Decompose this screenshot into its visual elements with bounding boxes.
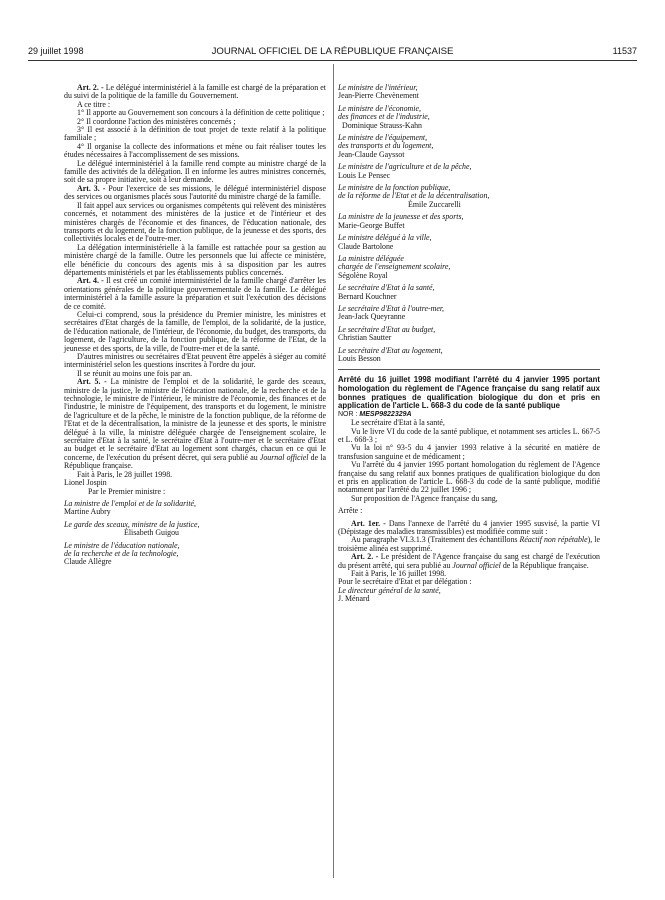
article-3-paragraph: Il fait appel aux services ou organismes compétents qui relèvent des ministères concernés, et notamment des ministères de la justice et de l'intérieur et des ministères chargés de l'économie et des finances, de l'éducation nationale, des transports et du logement, de la fonction publique, de la jeunesse et des sports, des collectivités locales et de l'outre-mer.	[64, 200, 326, 244]
signature-title: Le garde des sceaux, ministre de la justice,	[64, 519, 200, 529]
signature-title: Le ministre de l'économie,	[338, 103, 421, 113]
signature-name: Claude Bartolone	[338, 241, 394, 251]
article-2-item: 4° Il organise la collecte des informations et mène ou fait réaliser toutes les études nécessaires à l'accomplissement de ses missions.	[64, 141, 326, 160]
signature-name: Louis Besson	[338, 353, 381, 363]
signature-name: Lionel Jospin	[64, 478, 107, 488]
signature-name: Élisabeth Guigou	[124, 528, 180, 538]
article-2: Art. 2. - Le délégué interministériel à la famille est chargé de la préparation et du suivi de la politique de la famille du Gouvernement.	[64, 83, 326, 101]
header-date: 29 juillet 1998	[28, 46, 84, 56]
article-4-paragraph: Celui-ci comprend, sous la présidence du Premier ministre, les ministres et secrétaires d'Etat chargés de la famille, de l'emploi, de la solidarité, de la justice, de l'éducation nationale, de l'intérieur, de l'économie, du budget, des transports, du logement, de l'agriculture, de la fonction publique, de la réforme de l'Etat, de la jeunesse et des sports, de la ville, de l'outre-mer et de la santé.	[64, 309, 326, 353]
article-4-paragraph: Il se réunit au moins une fois par an.	[77, 368, 193, 378]
signature-name: Martine Aubry	[64, 507, 111, 517]
signature-name: Jean-Claude Gayssot	[338, 149, 405, 159]
signature-intro: Par le Premier ministre :	[88, 486, 166, 496]
signature-title: chargée de l'enseignement scolaire,	[338, 262, 451, 272]
signature-title: Le directeur général de la santé,	[338, 585, 441, 595]
signature-title: Le ministre de l'équipement,	[338, 133, 428, 143]
right-column	[338, 84, 600, 604]
visa: Le secrétaire d'Etat à la santé,	[351, 418, 445, 428]
article-2-item: 3° Il est associé à la définition de tout projet de texte relatif à la politique familiale ;	[64, 125, 326, 143]
signature-title: de la réforme de l'Etat et de la décentralisation,	[338, 191, 490, 201]
visa: Vu le livre VI du code de la santé publique, et notamment ses articles L. 667-5 et L. 668-3 ;	[338, 426, 600, 444]
delegation-line: Pour le secrétaire d'Etat et par délégation :	[338, 577, 472, 587]
signature-title: Le ministre de l'intérieur,	[338, 83, 418, 92]
signature-title: de la recherche et de la technologie,	[64, 548, 179, 558]
signature-name: Louis Le Pensec	[338, 170, 391, 180]
signature-title: des finances et de l'industrie,	[338, 112, 430, 122]
article-1: Art. 1er. - Dans l'annexe de l'arrêté du 4 janvier 1995 susvisé, la partie VI (Dépistage des maladies transmissibles) est modifiée comme suit :	[338, 518, 600, 537]
nor-reference: NOR : MESP9822329A	[338, 410, 412, 418]
signature-title: Le ministre délégué à la ville,	[338, 233, 432, 243]
signing-date: Fait à Paris, le 28 juillet 1998.	[77, 469, 173, 479]
page-header	[28, 46, 637, 60]
signature-title: La ministre de l'emploi et de la solidarité,	[64, 498, 197, 508]
signature-name: Jean-Jack Queyranne	[338, 312, 406, 322]
article-3-paragraph: La délégation interministérielle à la famille est rattachée pour sa gestion au ministère chargé de la famille. Outre les personnels que lui affecte ce ministère, elle bénéficie du concours des agents mis à sa disposition par les autres départements ministériels et par les établissements publics concernés.	[64, 242, 326, 277]
article-2-item: 1° Il apporte au Gouvernement son concours à la définition de cette politique ;	[77, 108, 325, 118]
article-4: Art. 4. - Il est créé un comité interministériel de la famille chargé d'arrêter les orientations générales de la politique gouvernementale de la famille. Le délégué interministériel à la famille assure la préparation et suit l'exécution des décisions de ce comité.	[64, 276, 326, 311]
signature-title: Le ministre de l'agriculture et de la pêche,	[338, 162, 472, 172]
signature-name: Marie-George Buffet	[338, 220, 405, 230]
visa: Vu l'arrêté du 4 janvier 1995 portant homologation du règlement de l'Agence française du sang relatif aux bonnes pratiques de qualification biologique du don et pris en application de l'article L. 668-3 du code de la santé publique, modifié notamment par l'arrêté du 22 juillet 1996 ;	[338, 460, 600, 495]
section-separator	[338, 369, 600, 370]
signature-name: Jean-Pierre Chevènement	[338, 91, 419, 101]
column-divider	[333, 64, 334, 878]
arrete-heading: Arrête :	[338, 506, 363, 516]
signature-name: Émile Zuccarelli	[408, 199, 461, 209]
article-2-intro: A ce titre :	[77, 99, 111, 109]
visa: Vu la loi n° 93-5 du 4 janvier 1993 relative à la sécurité en matière de transfusion sanguine et de médicament ;	[338, 443, 600, 461]
header-rule	[28, 60, 637, 61]
left-column	[64, 84, 326, 567]
signature-title: des transports et du logement,	[338, 141, 434, 151]
visa: Sur proposition de l'Agence française du sang,	[351, 493, 498, 503]
signature-name: Claude Allègre	[64, 557, 112, 567]
signature-title: Le secrétaire d'Etat au budget,	[338, 324, 436, 334]
signature-name: J. Ménard	[338, 594, 370, 604]
article-2-paragraph: Le délégué interministériel à la famille rend compte au ministre chargé de la famille des activités de la délégation. Il en informe les autres ministres concernés, soit de sa propre initiative, soit à leur demande.	[64, 158, 326, 185]
article-1-paragraph: Au paragraphe VI.3.1.3 (Traitement des échantillons Réactif non répétable), le troisième alinéa est supprimé.	[338, 535, 600, 553]
arrete-title: Arrêté du 16 juillet 1998 modifiant l'arrêté du 4 janvier 1995 portant homologation du règlement de l'Agence française du sang relatif aux bonnes pratiques de qualification biologique du don et pris en application de l'article L. 668-3 du code de la santé publique	[338, 375, 600, 411]
article-4-paragraph: D'autres ministres ou secrétaires d'Etat peuvent être appelés à siéger au comité interministériel selon les questions inscrites à l'ordre du jour.	[64, 352, 326, 370]
journal-title: JOURNAL OFFICIEL DE LA RÉPUBLIQUE FRANÇAISE	[211, 46, 454, 57]
signature-title: La ministre de la jeunesse et des sports,	[338, 212, 464, 222]
article-2: Art. 2. - Le président de l'Agence française du sang est chargé de l'exécution du présent arrêté, qui sera publié au Journal officiel de la République française.	[338, 552, 600, 570]
signing-date: Fait à Paris, le 16 juillet 1998.	[351, 569, 447, 579]
signature-title: Le ministre de l'éducation nationale,	[64, 540, 180, 550]
signature-name: Bernard Kouchner	[338, 291, 397, 301]
signature-title: Le ministre de la fonction publique,	[338, 183, 451, 193]
article-2-item: 2° Il coordonne l'action des ministères concernés ;	[77, 116, 236, 126]
article-5: Art. 5. - La ministre de l'emploi et de la solidarité, le garde des sceaux, ministre de la justice, le ministre de l'éducation nationale, de la recherche et de la technologie, le ministre de l'intérieur, le ministre de l'économie, des finances et de l'industrie, le ministre de l'équipement, des transports et du logement, le ministre de l'agriculture et de la pêche, le ministre de la fonction publique, de la réforme de l'Etat et de la décentralisation, la ministre de la jeunesse et des sports, le ministre délégué à la ville, la ministre déléguée chargée de l'enseignement scolaire, le secrétaire d'Etat à la santé, le secrétaire d'Etat à l'outre-mer et le secrétaire d'Etat au budget et le secrétaire d'Etat au logement sont chargés, chacun en ce qui le concerne, de l'exécution du présent décret, qui sera publié au Journal officiel de la République française.	[64, 377, 326, 471]
signature-name: Dominique Strauss-Kahn	[342, 120, 422, 130]
signature-title: La ministre déléguée	[338, 253, 404, 263]
signature-name: Christian Sautter	[338, 333, 392, 343]
signature-name: Ségolène Royal	[338, 270, 388, 280]
signature-title: Le secrétaire d'Etat à la santé,	[338, 283, 435, 293]
signature-title: Le secrétaire d'Etat à l'outre-mer,	[338, 303, 445, 313]
signature-title: Le secrétaire d'Etat au logement,	[338, 345, 443, 355]
page-number: 11537	[612, 46, 637, 56]
article-3: Art. 3. - Pour l'exercice de ses missions, le délégué interministériel dispose des services ou organismes placés sous l'autorité du ministre chargé de la famille.	[64, 183, 326, 202]
